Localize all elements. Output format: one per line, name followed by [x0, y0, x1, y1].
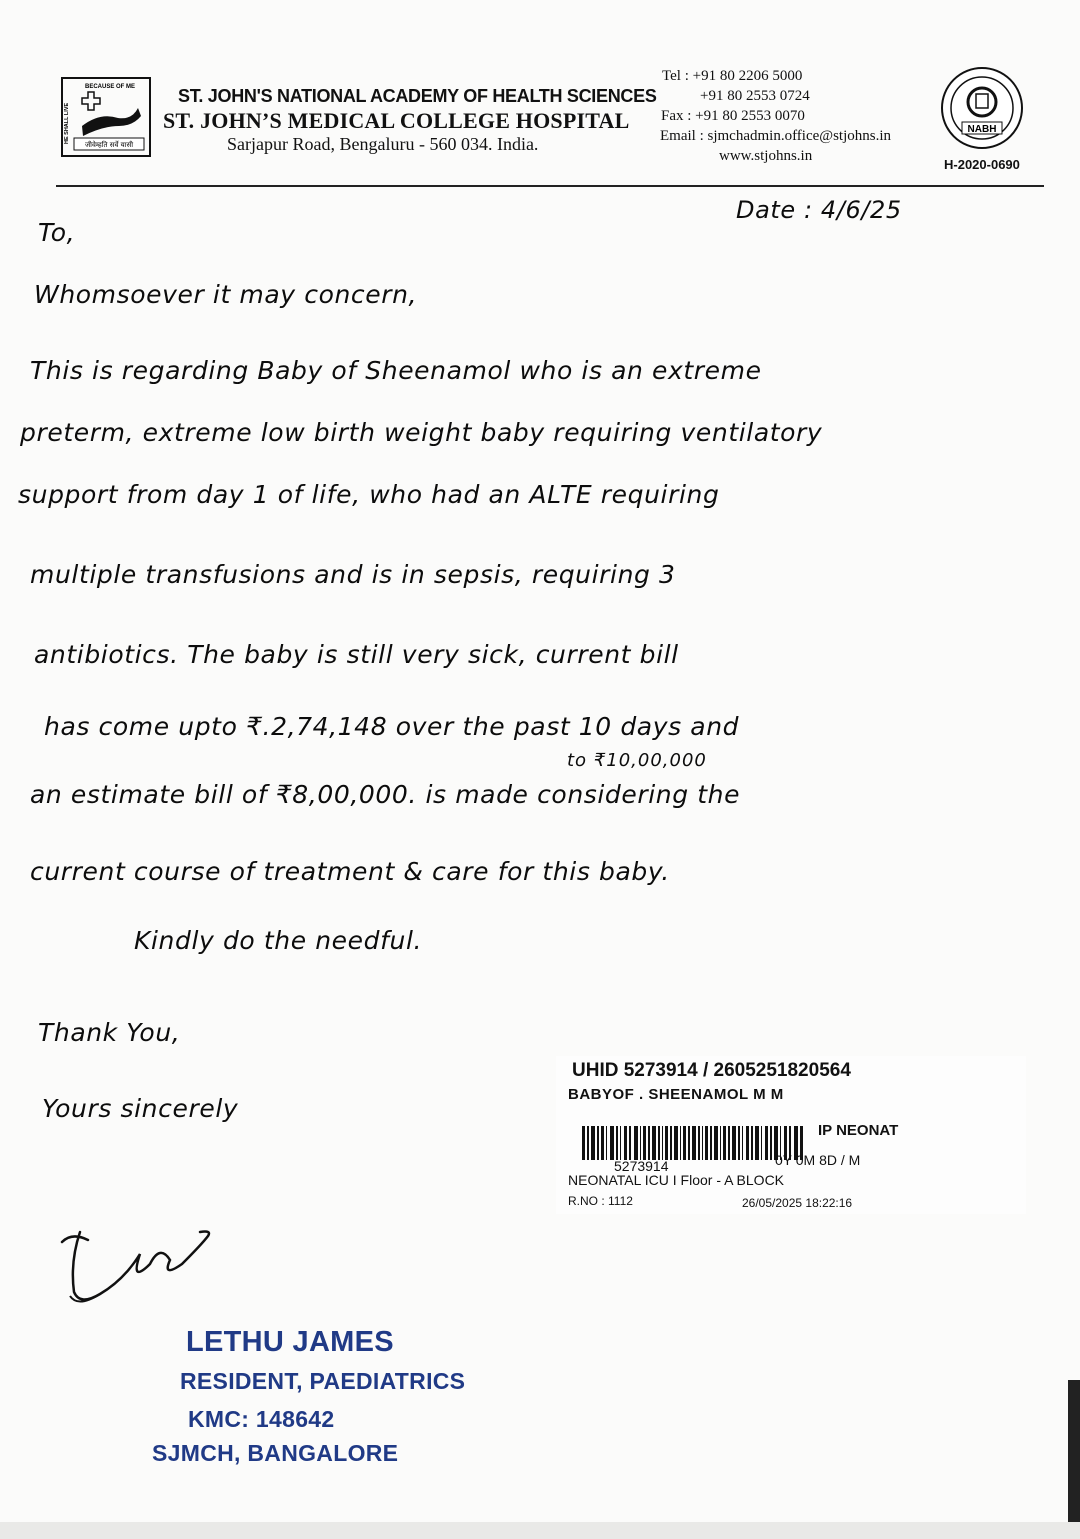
sticker-age-sex: 0Y 0M 8D / M: [775, 1152, 861, 1168]
page-edge-shadow: [1068, 1380, 1080, 1539]
stamp-doctor-name: LETHU JAMES: [186, 1326, 394, 1358]
body-line-5: antibiotics. The baby is still very sick, current bill: [34, 640, 679, 669]
sticker-timestamp: 26/05/2025 18:22:16: [742, 1196, 853, 1210]
sticker-ip-dept: IP NEONAT: [818, 1122, 899, 1139]
website: www.stjohns.in: [719, 148, 813, 164]
hospital-crest-logo: [60, 76, 152, 158]
org-name-line1: ST. JOHN'S NATIONAL ACADEMY OF HEALTH SCIENCES: [178, 86, 657, 106]
body-line-6: has come upto ₹.2,74,148 over the past 10 days and: [44, 712, 740, 741]
closing-thanks: Thank You,: [38, 1018, 181, 1047]
stamp-institution: SJMCH, BANGALORE: [152, 1440, 399, 1466]
nabh-accreditation-seal: [940, 66, 1024, 150]
sticker-patient-name: BABYOF . SHEENAMOL M M: [568, 1086, 784, 1103]
sticker-bed-number: R.NO : 1112: [568, 1194, 633, 1208]
body-line-3: support from day 1 of life, who had an ALTE requiring: [18, 480, 720, 509]
sticker-uhid: UHID 5273914 / 2605251820564: [572, 1060, 851, 1081]
patient-id-sticker: [556, 1056, 1026, 1214]
body-line-1: This is regarding Baby of Sheenamol who is an extreme: [30, 356, 762, 385]
body-line-6-insert: to ₹10,00,000: [567, 750, 707, 771]
stamp-designation: RESIDENT, PAEDIATRICS: [180, 1368, 466, 1394]
sticker-ward: NEONATAL ICU I Floor - A BLOCK: [568, 1172, 785, 1188]
body-line-9: Kindly do the needful.: [134, 926, 423, 955]
logo-top-text: BECAUSE OF ME: [84, 84, 136, 90]
handwritten-signature: [50, 1212, 230, 1312]
reclining-figure-icon: [82, 108, 141, 136]
logo-bottom-text: जीवेम्हति सर्वे यासी: [84, 141, 134, 149]
page-bottom-band: [0, 1522, 1080, 1539]
body-line-8: current course of treatment & care for this baby.: [30, 857, 670, 886]
body-line-4: multiple transfusions and is in sepsis, requiring 3: [30, 560, 676, 589]
org-name-line2: ST. JOHN’S MEDICAL COLLEGE HOSPITAL: [163, 108, 630, 133]
cross-icon: [82, 92, 100, 110]
accreditation-code: H-2020-0690: [944, 157, 1020, 172]
org-address: Sarjapur Road, Bengaluru - 560 034. India.: [227, 134, 539, 154]
addressee: To,: [38, 218, 76, 247]
sticker-id-number: 5273914: [614, 1158, 669, 1174]
letterhead-divider: [56, 185, 1044, 187]
email-address: Email : sjmchadmin.office@stjohns.in: [660, 128, 892, 144]
sign-off: Yours sincerely: [42, 1094, 239, 1123]
barcode: [582, 1126, 804, 1160]
stamp-kmc-number: KMC: 148642: [188, 1406, 335, 1432]
salutation: Whomsoever it may concern,: [34, 280, 418, 309]
body-line-2: preterm, extreme low birth weight baby requiring ventilatory: [20, 418, 823, 447]
fax-number: Fax : +91 80 2553 0070: [661, 108, 805, 124]
tel-secondary: +91 80 2553 0724: [700, 88, 810, 104]
logo-side-text: HE SHALL LIVE: [64, 102, 70, 144]
letter-date: Date : 4/6/25: [736, 196, 902, 224]
nabh-text: NABH: [967, 124, 997, 135]
tel-primary: Tel : +91 80 2206 5000: [662, 68, 803, 84]
body-line-7: an estimate bill of ₹8,00,000. is made considering the: [30, 780, 741, 809]
